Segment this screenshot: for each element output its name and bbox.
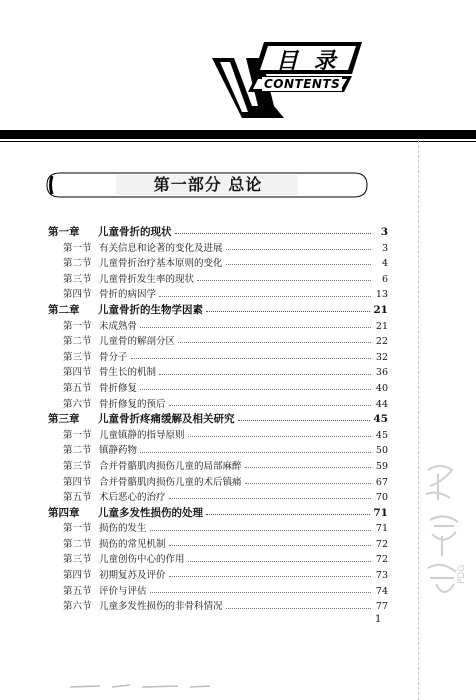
page-ref: 44 bbox=[375, 398, 388, 410]
page-ref: 3 bbox=[381, 242, 388, 254]
section-number: 第四节 bbox=[63, 289, 92, 301]
leader-dots bbox=[178, 342, 371, 343]
toc-section-row bbox=[48, 318, 388, 334]
section-number: 第一节 bbox=[63, 429, 92, 441]
page-ref: 59 bbox=[375, 460, 388, 472]
leader-dots bbox=[169, 545, 371, 546]
page-ref: 36 bbox=[375, 367, 388, 379]
section-number: 第一节 bbox=[63, 320, 92, 332]
leader-dots bbox=[188, 561, 371, 562]
page-ref: 72 bbox=[375, 554, 388, 566]
section-title: 术后恶心的治疗 bbox=[99, 492, 166, 504]
leader-dots bbox=[245, 483, 371, 484]
leader-dots bbox=[140, 389, 371, 390]
leader-dots bbox=[226, 249, 371, 250]
section-title: 儿童骨的解剖分区 bbox=[99, 336, 176, 348]
page-ref: 6 bbox=[381, 273, 388, 285]
page-number: 1 bbox=[375, 614, 382, 625]
section-title: 儿童骨折治疗基本原则的变化 bbox=[99, 258, 223, 270]
leader-dots bbox=[169, 405, 371, 406]
section-number: 第六节 bbox=[63, 601, 92, 613]
section-title: 儿童镇静的指导原则 bbox=[99, 429, 185, 441]
leader-dots bbox=[169, 498, 371, 499]
toc-chapter-row bbox=[48, 411, 388, 427]
library-watermark-seal bbox=[420, 460, 470, 620]
leader-dots bbox=[226, 608, 371, 609]
toc-section-row bbox=[48, 458, 388, 474]
leader-dots bbox=[140, 452, 371, 453]
toc-chapter-row bbox=[48, 505, 388, 521]
page-ref: 50 bbox=[375, 445, 388, 457]
toc-section-row bbox=[48, 489, 388, 505]
toc-section-row bbox=[48, 286, 388, 302]
watermark-text: PDG bbox=[457, 564, 467, 584]
leader-dots bbox=[206, 311, 370, 312]
page-ref: 22 bbox=[375, 336, 388, 348]
section-title: 儿童创伤中心的作用 bbox=[99, 554, 185, 566]
toc-chapter-row bbox=[48, 302, 388, 318]
chapter-title: 儿童多发性损伤的处理 bbox=[98, 506, 203, 519]
section-title: 镇静药物 bbox=[99, 445, 138, 457]
toc-section-row bbox=[48, 396, 388, 412]
section-title: 骨折修复的预后 bbox=[99, 398, 166, 410]
page-ref: 3 bbox=[380, 226, 388, 238]
section-number: 第四节 bbox=[63, 570, 92, 582]
section-number: 第一节 bbox=[63, 242, 92, 254]
toc-section-row bbox=[48, 598, 388, 614]
page-ref: 45 bbox=[375, 429, 388, 441]
bottom-edge-marks bbox=[60, 682, 260, 690]
leader-dots bbox=[197, 280, 371, 281]
header-rule-thick bbox=[0, 130, 476, 139]
page-ref: 21 bbox=[373, 303, 388, 316]
toc-section-row bbox=[48, 442, 388, 458]
leader-dots bbox=[159, 296, 371, 297]
toc-section-row bbox=[48, 349, 388, 365]
leader-dots bbox=[150, 592, 371, 593]
page-ref: 21 bbox=[375, 320, 388, 332]
toc-section-row bbox=[48, 380, 388, 396]
section-title: 儿童多发性损伤的非骨科情况 bbox=[99, 601, 223, 613]
toc-section-row bbox=[48, 536, 388, 552]
chapter-number: 第一章 bbox=[48, 226, 80, 238]
section-title: 评价与评估 bbox=[99, 585, 147, 597]
section-number: 第四节 bbox=[63, 367, 92, 379]
section-number: 第二节 bbox=[63, 258, 92, 270]
leader-dots bbox=[175, 233, 372, 234]
page-ref: 73 bbox=[375, 570, 388, 582]
page-ref: 32 bbox=[375, 351, 388, 363]
section-number: 第三节 bbox=[63, 460, 92, 472]
leader-dots bbox=[159, 374, 371, 375]
section-title: 未成熟骨 bbox=[99, 320, 138, 332]
leader-dots bbox=[131, 358, 371, 359]
section-number: 第二节 bbox=[63, 336, 92, 348]
section-number: 第三节 bbox=[63, 273, 92, 285]
page-ref: 72 bbox=[375, 538, 388, 550]
section-title: 骨分子 bbox=[99, 351, 128, 363]
section-title: 损伤的常见机制 bbox=[99, 538, 166, 550]
page-ref: 77 bbox=[375, 601, 388, 613]
section-title: 初期复苏及评价 bbox=[99, 570, 166, 582]
contents-title: 目 录 bbox=[276, 48, 340, 74]
leader-dots bbox=[188, 436, 371, 437]
toc-section-row bbox=[48, 271, 388, 287]
section-number: 第五节 bbox=[63, 492, 92, 504]
toc-chapter-row bbox=[48, 224, 388, 240]
part-title: 第一部分 总论 bbox=[153, 175, 263, 194]
toc-section-row bbox=[48, 255, 388, 271]
chapter-title: 儿童骨折疼痛缓解及相关研究 bbox=[98, 413, 235, 426]
section-title: 损伤的发生 bbox=[99, 523, 147, 535]
chapter-number: 第四章 bbox=[48, 506, 80, 519]
page-ref: 71 bbox=[373, 506, 388, 519]
leader-dots bbox=[238, 420, 371, 421]
toc-section-row bbox=[48, 427, 388, 443]
leader-dots bbox=[226, 264, 371, 265]
section-title: 骨折的病因学 bbox=[99, 289, 157, 301]
section-title: 骨折修复 bbox=[99, 382, 138, 394]
leader-dots bbox=[169, 576, 371, 577]
toc-section-row bbox=[48, 567, 388, 583]
margin-guide bbox=[418, 140, 419, 700]
section-number: 第四节 bbox=[63, 476, 92, 488]
chapter-title: 儿童骨折的现状 bbox=[98, 226, 172, 238]
section-number: 第五节 bbox=[63, 585, 92, 597]
section-title: 有关信息和论著的变化及进展 bbox=[99, 242, 223, 254]
section-number: 第六节 bbox=[63, 398, 92, 410]
section-title: 儿童骨折发生率的现状 bbox=[99, 273, 195, 285]
page-ref: 74 bbox=[375, 585, 388, 597]
contents-subtitle: CONTENTS bbox=[264, 77, 341, 91]
section-title: 骨生长的机制 bbox=[99, 367, 157, 379]
section-number: 第三节 bbox=[63, 554, 92, 566]
chapter-title: 儿童骨折的生物学因素 bbox=[98, 303, 203, 316]
chapter-number: 第三章 bbox=[48, 413, 80, 426]
section-number: 第五节 bbox=[63, 382, 92, 394]
page-ref: 40 bbox=[375, 382, 388, 394]
toc-section-row bbox=[48, 551, 388, 567]
toc-section-row bbox=[48, 474, 388, 490]
section-number: 第一节 bbox=[63, 523, 92, 535]
leader-dots bbox=[245, 467, 371, 468]
section-number: 第三节 bbox=[63, 351, 92, 363]
leader-dots bbox=[150, 530, 371, 531]
chapter-number: 第二章 bbox=[48, 303, 80, 316]
toc-section-row bbox=[48, 520, 388, 536]
toc-list bbox=[48, 224, 388, 614]
section-number: 第二节 bbox=[63, 538, 92, 550]
header-rule-thin bbox=[0, 141, 476, 142]
toc-section-row bbox=[48, 240, 388, 256]
section-number: 第二节 bbox=[63, 445, 92, 457]
page-ref: 67 bbox=[375, 476, 388, 488]
toc-section-row bbox=[48, 333, 388, 349]
page-ref: 4 bbox=[381, 258, 388, 270]
toc-section-row bbox=[48, 583, 388, 599]
toc-section-row bbox=[48, 364, 388, 380]
page-ref: 13 bbox=[375, 289, 388, 301]
section-title: 合并骨骼肌肉损伤儿童的术后镇痛 bbox=[99, 476, 242, 488]
page-ref: 45 bbox=[373, 413, 388, 426]
page-ref: 71 bbox=[375, 523, 388, 535]
leader-dots bbox=[140, 327, 371, 328]
section-title: 合并骨骼肌肉损伤儿童的局部麻醉 bbox=[99, 460, 242, 472]
leader-dots bbox=[206, 514, 370, 515]
page-ref: 70 bbox=[375, 492, 388, 504]
